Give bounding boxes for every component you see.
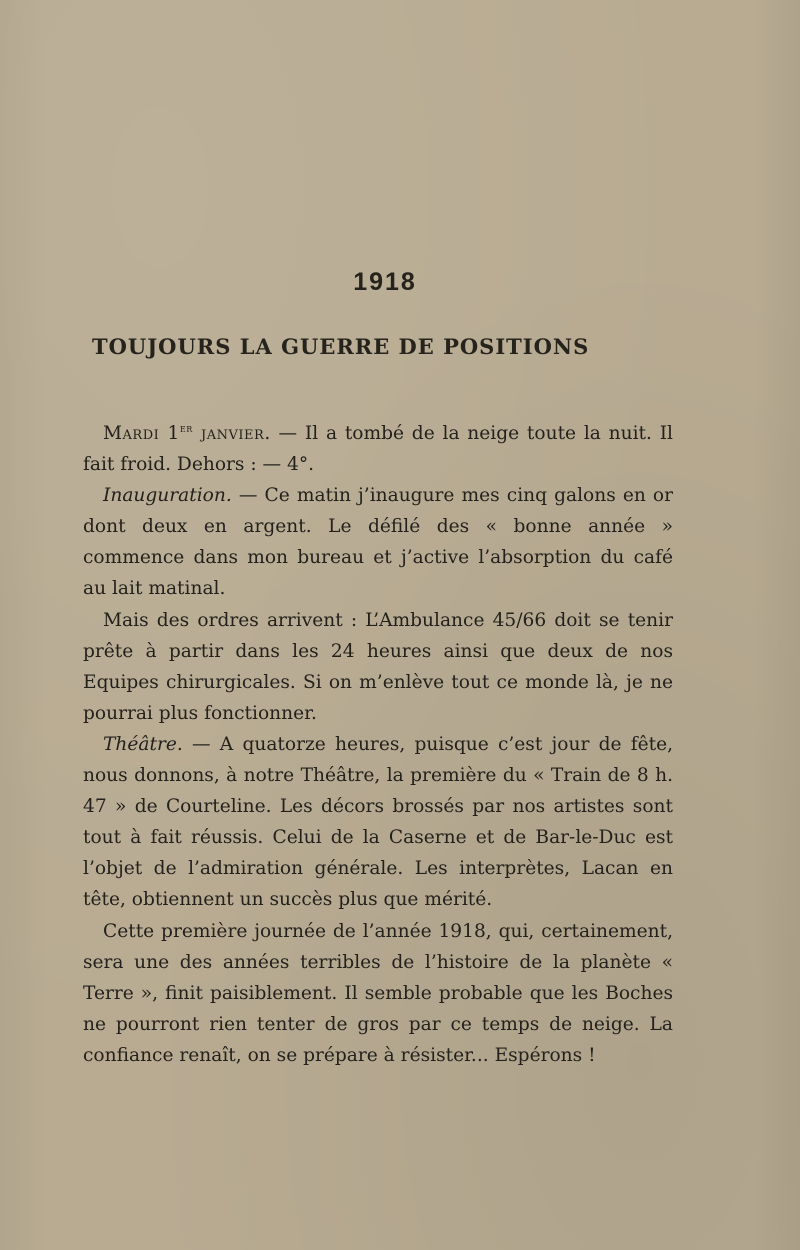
paragraph-2 — [83, 480, 673, 604]
body-text — [83, 418, 673, 1071]
year-heading: 1918 — [353, 268, 417, 296]
section-heading-theatre: Théâtre. — [103, 733, 183, 755]
paragraph-text: — Il a tombé de la neige toute la nuit. Il fait froid. Dehors : — 4°. — [83, 423, 673, 476]
paragraph-4 — [83, 729, 673, 916]
paragraph-text: Cette première journée de l’année 1918, qui, certainement, sera une des années terribles de l’histoire de la planète « Terre », finit paisiblement. Il semble probable que les Boches ne pourront rien tenter de gros par ce temps de neige. La confiance renaît, on se prépare à résister... Espérons ! — [83, 920, 673, 1066]
paragraph-5 — [83, 916, 673, 1071]
paragraph-text: Mais des ordres arrivent : L’Ambulance 45/66 doit se tenir prête à partir dans les 24 heures ainsi que deux de nos Equipes chirurgicales. Si on m’enlève tout ce monde là, je ne pourrai plus fonctionner. — [83, 609, 673, 724]
paragraph-text: — Ce matin j’inaugure mes cinq galons en or dont deux en argent. Le défilé des « bonne année » commence dans mon bureau et j’active l’absorption du café au lait matinal. — [83, 485, 673, 600]
paragraph-text: — A quatorze heures, puisque c’est jour de fête, nous donnons, à notre Théâtre, la première du « Train de 8 h. 47 » de Courteline. Les décors brossés par nos artistes sont tout à fait réussis. Celui de la Caserne et de Bar-le-Duc est l’objet de l’admiration générale. Les interprètes, Lacan en tête, obtiennent un succès plus que mérité. — [83, 733, 673, 911]
paragraph-1 — [83, 418, 673, 480]
chapter-title: TOUJOURS LA GUERRE DE POSITIONS — [92, 334, 590, 359]
date-lead: Mardi 1er janvier. — [103, 421, 271, 444]
section-heading-inauguration: Inauguration. — [103, 485, 232, 507]
paragraph-3 — [83, 605, 673, 729]
